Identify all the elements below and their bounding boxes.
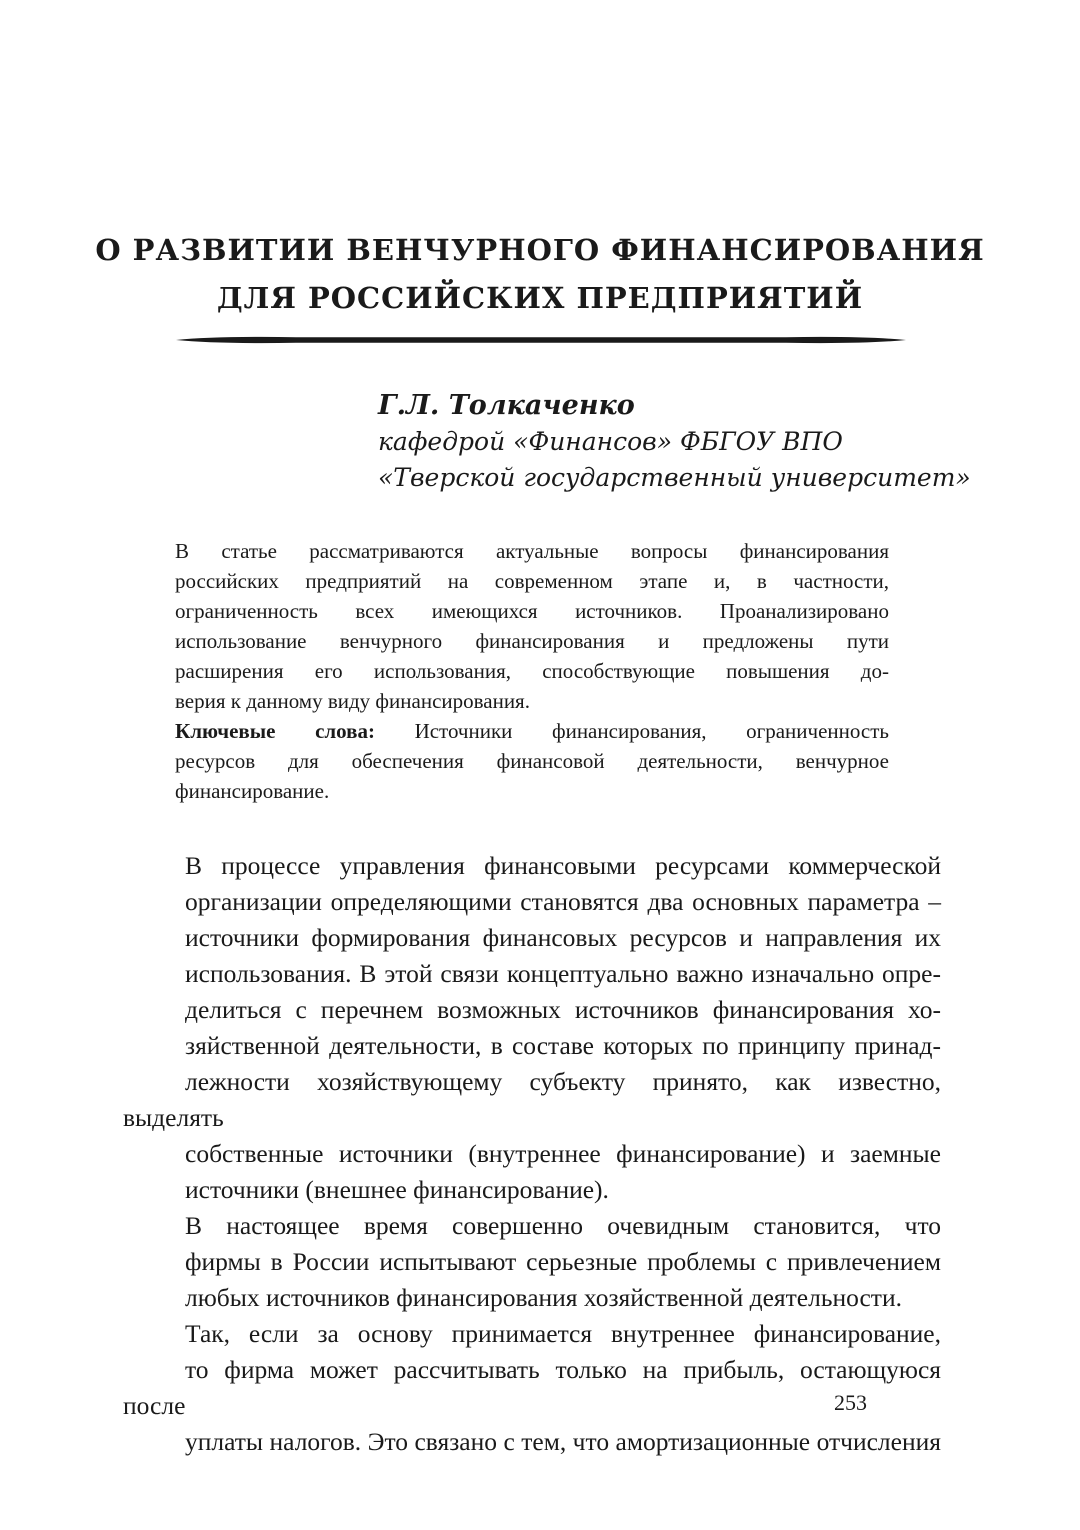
abstract-line: верия к данному виду финансирования.: [175, 689, 530, 713]
body-line: зяйственной деятельности, в составе которых по принципу принад-: [185, 1031, 941, 1060]
body-line: то фирма может рассчитывать только на прибыль, остающуюся после: [123, 1355, 941, 1420]
body-line: собственные источники (внутреннее финансирование) и заемные: [185, 1139, 941, 1168]
abstract-line: ограниченность всех имеющихся источников. Проанализировано: [175, 599, 889, 623]
body-line: В процессе управления финансовыми ресурсами коммерческой: [185, 851, 941, 880]
abstract-line: использование венчурного финансирования и предложены пути: [175, 629, 889, 653]
keywords-text: Источники финансирования, ограниченность: [374, 719, 889, 743]
article-title-line-1: О РАЗВИТИИ ВЕНЧУРНОГО ФИНАНСИРОВАНИЯ: [95, 233, 985, 267]
abstract-line: В статье рассматриваются актуальные вопросы финансирования: [175, 539, 889, 563]
body-line: уплаты налогов. Это связано с тем, что амортизационные отчисления: [185, 1427, 941, 1456]
author-affiliation-line-2: «Тверской государственный университет»: [378, 463, 971, 492]
author-name: Г.Л. Толкаченко: [378, 390, 635, 421]
body-line: В настоящее время совершенно очевидным становится, что: [185, 1211, 941, 1240]
keywords-line: ресурсов для обеспечения финансовой деятельности, венчурное: [175, 749, 889, 773]
keywords-first-line: [175, 716, 889, 746]
body-line: лежности хозяйствующему субъекту принято, как известно, выделять: [123, 1067, 941, 1132]
body-paragraph-3: [123, 1316, 941, 1460]
body-line: использования. В этой связи концептуально важно изначально опре-: [185, 959, 941, 988]
body-line: фирмы в России испытывают серьезные проблемы с привлечением: [185, 1247, 941, 1276]
page-number: 253: [834, 1390, 867, 1415]
author-affiliation-line-1: кафедрой «Финансов» ФБГОУ ВПО: [378, 427, 843, 456]
keywords: [175, 716, 889, 806]
abstract: [175, 536, 889, 806]
body-line: делиться с перечнем возможных источников финансирования хо-: [185, 995, 941, 1024]
keywords-line: финансирование.: [175, 779, 330, 803]
body-line: Так, если за основу принимается внутреннее финансирование,: [185, 1319, 941, 1348]
article-title: [0, 226, 1080, 322]
author-block: [378, 388, 1018, 496]
article-body: [123, 848, 941, 1460]
abstract-line: российских предприятий на современном этапе и, в частности,: [175, 569, 889, 593]
article-title-line-2: ДЛЯ РОССИЙСКИХ ПРЕДПРИЯТИЙ: [216, 281, 864, 315]
keywords-label: Ключевые слова:: [175, 719, 375, 743]
body-paragraph-1: [123, 848, 941, 1208]
body-line: организации определяющими становятся два основных параметра –: [185, 887, 941, 916]
body-paragraph-2: [123, 1208, 941, 1316]
body-line: любых источников финансирования хозяйственной деятельности.: [185, 1283, 902, 1312]
body-line: источники (внешнее финансирование).: [185, 1175, 609, 1204]
abstract-line: расширения его использования, способствующие повышения до-: [175, 659, 889, 683]
body-line: источники формирования финансовых ресурсов и направления их: [185, 923, 941, 952]
title-divider: [176, 334, 906, 346]
abstract-text: [175, 536, 889, 716]
